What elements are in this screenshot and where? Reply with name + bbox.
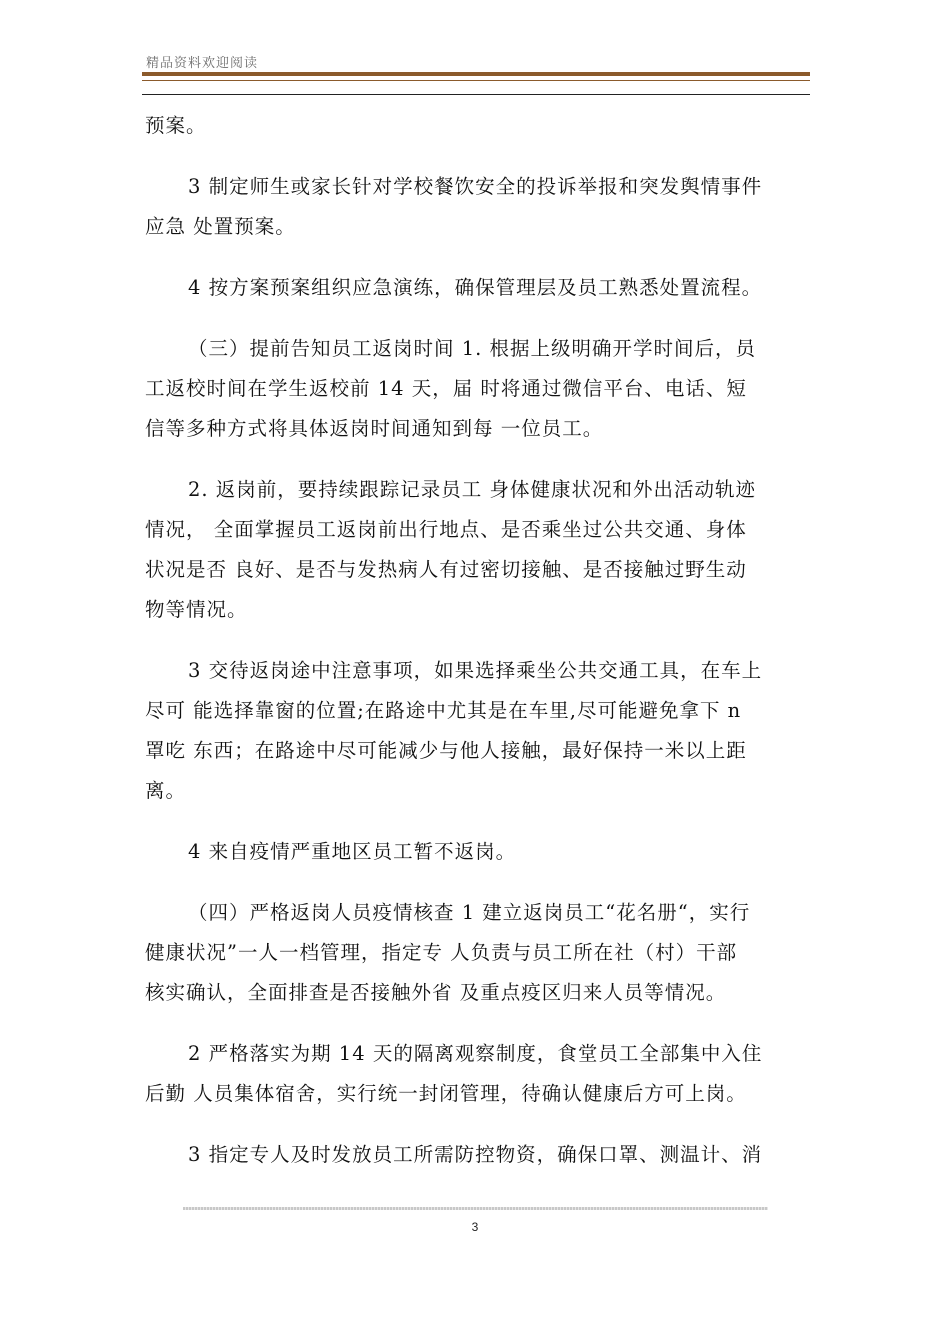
paragraph-gap <box>145 1013 813 1034</box>
body-line: 信等多种方式将具体返岗时间通知到每 一位员工。 <box>145 417 604 440</box>
body-line: 预案。 <box>145 114 207 137</box>
body-line: 后勤 人员集体宿舍，实行统一封闭管理，待确认健康后方可上岗。 <box>145 1082 747 1105</box>
body-line: 工返校时间在学生返校前 14 天，届 时将通过微信平台、电话、短 <box>145 377 747 400</box>
body-line: （三）提前告知员工返岗时间 1. 根据上级明确开学时间后，员 <box>188 337 757 360</box>
body-line: （四）严格返岗人员疫情核查 1 建立返岗员工“花名册“，实行 <box>188 901 751 924</box>
footer-rule <box>183 1207 768 1210</box>
body-line: 2. 返岗前，要持续跟踪记录员工 身体健康状况和外出活动轨迹 <box>188 478 757 501</box>
body-line: 4 来自疫情严重地区员工暂不返岗。 <box>188 840 517 863</box>
header-rule-bottom <box>142 94 810 95</box>
body-line: 尽可 能选择靠窗的位置;在路途中尤其是在车里,尽可能避免拿下 n <box>145 699 742 722</box>
body-line: 3 制定师生或家长针对学校餐饮安全的投诉举报和突发舆情事件 <box>188 175 763 198</box>
paragraph-gap <box>145 308 813 329</box>
page-number: 3 <box>471 1220 479 1234</box>
paragraph-gap <box>145 247 813 268</box>
body-line: 离。 <box>145 779 187 802</box>
document-body <box>145 106 813 1175</box>
header-title: 精品资料欢迎阅读 <box>146 56 259 71</box>
body-line: 3 指定专人及时发放员工所需防控物资，确保口罩、测温计、消 <box>188 1143 763 1166</box>
paragraph-gap <box>145 811 813 832</box>
body-line: 应急 处置预案。 <box>145 215 296 238</box>
body-line: 状况是否 良好、是否与发热病人有过密切接触、是否接触过野生动 <box>145 558 747 581</box>
body-line: 情况， 全面掌握员工返岗前出行地点、是否乘坐过公共交通、身体 <box>145 518 747 541</box>
paragraph-gap <box>145 146 813 167</box>
body-line: 核实确认，全面排查是否接触外省 及重点疫区归来人员等情况。 <box>145 981 727 1004</box>
paragraph-gap <box>145 872 813 893</box>
body-line: 物等情况。 <box>145 598 248 621</box>
header-rule-thick <box>142 72 810 76</box>
paragraph-gap <box>145 449 813 470</box>
header-rule-thin <box>142 80 810 81</box>
body-line: 4 按方案预案组织应急演练，确保管理层及员工熟悉处置流程。 <box>188 276 763 299</box>
paragraph-gap <box>145 630 813 651</box>
paragraph-gap <box>145 1114 813 1135</box>
body-line: 健康状况”一人一档管理，指定专 人负责与员工所在社（村）干部 <box>145 941 738 964</box>
body-line: 3 交待返岗途中注意事项，如果选择乘坐公共交通工具，在车上 <box>188 659 763 682</box>
body-line: 2 严格落实为期 14 天的隔离观察制度，食堂员工全部集中入住 <box>188 1042 763 1065</box>
body-line: 罩吃 东西；在路途中尽可能减少与他人接触，最好保持一米以上距 <box>145 739 747 762</box>
